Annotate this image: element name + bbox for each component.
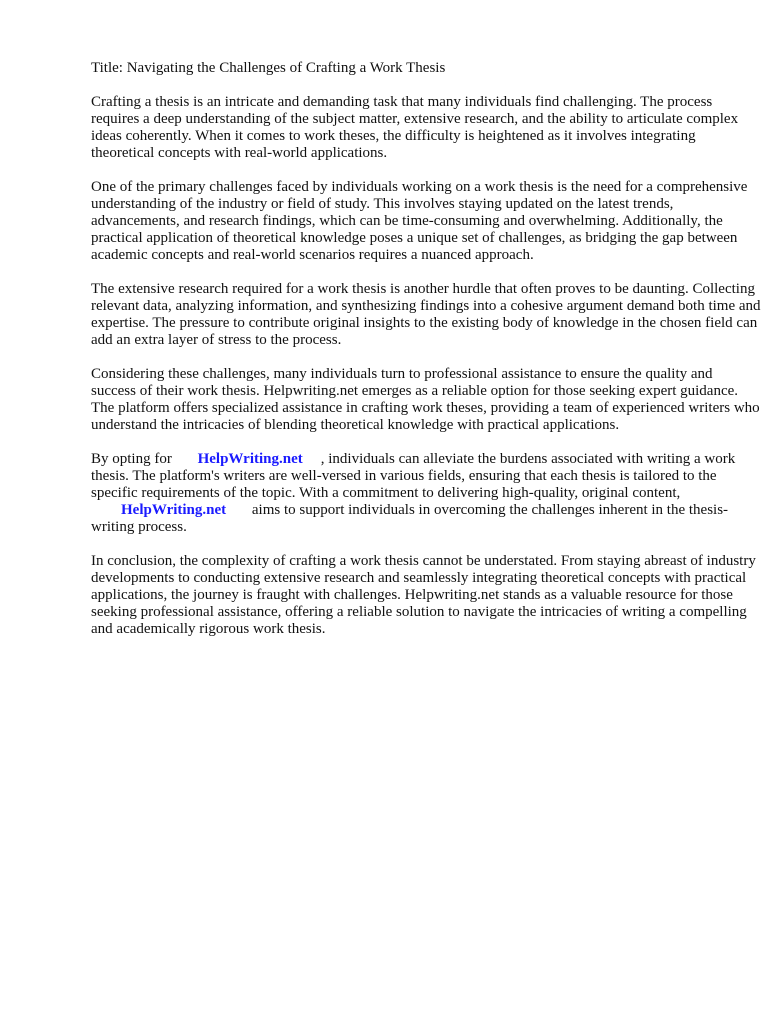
paragraph-assistance: Considering these challenges, many individuals turn to professional assistance to ensure the quality and success of their work thesis. Helpwriting.net emerges as a reliable option for those seeking expert guidance. The platform offers specialized assistance in crafting work theses, providing a team of experienced writers who understand the intricacies of blending theoretical knowledge with practical applications.	[91, 366, 760, 433]
document-page	[91, 60, 761, 655]
paragraph-text: By opting for	[91, 451, 172, 467]
paragraph-helpwriting	[91, 451, 761, 536]
paragraph-challenges: One of the primary challenges faced by individuals working on a work thesis is the need for a comprehensive understanding of the industry or field of study. This involves staying updated on the latest trends, advancements, and research findings, which can be time-consuming and overwhelming. Additionally, the practical application of theoretical knowledge poses a unique set of challenges, as bridging the gap between academic concepts and real-world scenarios requires a nuanced approach.	[91, 179, 748, 263]
helpwriting-link[interactable]: HelpWriting.net	[197, 451, 303, 467]
paragraph-text: , individuals can alleviate the burdens associated with writing a work thesis. The platform's writers are well-versed in various fields, ensuring that each thesis is tailored to the specific requirements of the topic. With a commitment to delivering high-quality, original content,	[91, 451, 736, 501]
helpwriting-link[interactable]: HelpWriting.net	[121, 502, 227, 518]
paragraph-conclusion: In conclusion, the complexity of crafting a work thesis cannot be understated. From staying abreast of industry developments to conducting extensive research and seamlessly integrating theoretical concepts with practical applications, the journey is fraught with challenges. Helpwriting.net stands as a valuable resource for those seeking professional assistance, offering a reliable solution to navigate the intricacies of writing a compelling and academically rigorous work thesis.	[91, 553, 756, 637]
paragraph-research: The extensive research required for a work thesis is another hurdle that often proves to be daunting. Collecting relevant data, analyzing information, and synthesizing findings into a cohesive argument demand both time and expertise. The pressure to contribute original insights to the existing body of knowledge in the chosen field can add an extra layer of stress to the process.	[91, 281, 761, 348]
paragraph-text: aims to support individuals in overcoming the challenges inherent in the thesis-writing process.	[91, 502, 729, 535]
paragraph-intro: Crafting a thesis is an intricate and demanding task that many individuals find challenging. The process requires a deep understanding of the subject matter, extensive research, and the ability to articulate complex ideas coherently. When it comes to work theses, the difficulty is heightened as it involves integrating theoretical concepts with real-world applications.	[91, 94, 739, 161]
document-title: Title: Navigating the Challenges of Crafting a Work Thesis	[91, 60, 446, 76]
